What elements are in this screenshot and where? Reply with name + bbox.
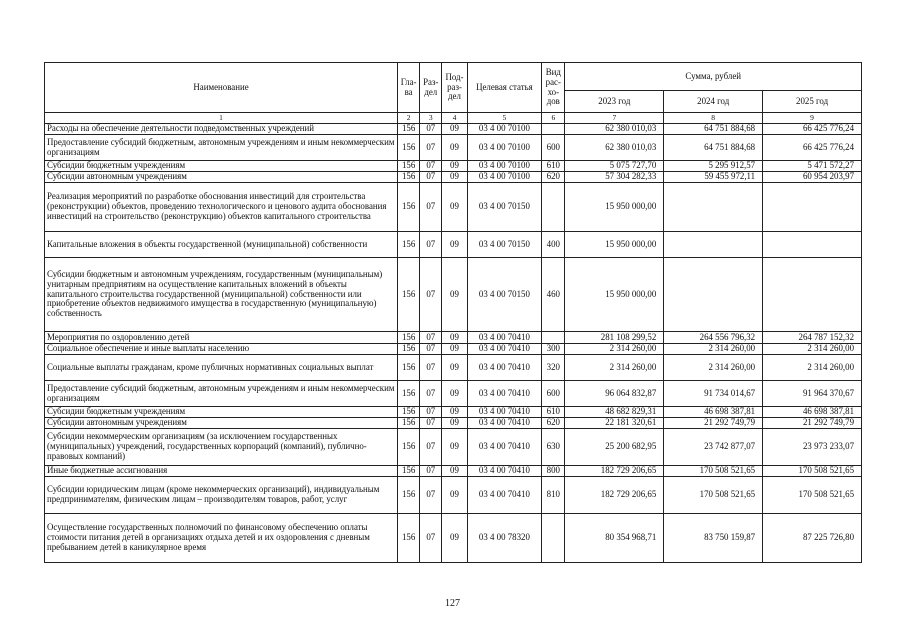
row-name: Реализация мероприятий по разработке обоснования инвестиций для строительства (реконструкции) объектов, проведению технологического и ценового аудита обоснования инвестиций на строительство (реконструкцию) объектов капитального строительства <box>45 183 398 232</box>
row-subsection: 09 <box>442 183 467 232</box>
row-sum-2025: 91 964 370,67 <box>763 381 862 407</box>
row-sum-2024: 83 750 159,87 <box>664 514 763 563</box>
row-chapter: 156 <box>398 381 420 407</box>
row-name: Предоставление субсидий бюджетным, автономным учреждениям и иным некоммерческим организациям <box>45 135 398 161</box>
row-name: Субсидии бюджетным учреждениям <box>45 407 398 418</box>
row-target: 03 4 00 70150 <box>467 183 542 232</box>
row-subsection: 09 <box>442 355 467 381</box>
row-sum-2023: 5 075 727,70 <box>565 161 664 172</box>
row-expense-type <box>542 332 565 344</box>
row-target: 03 4 00 70100 <box>467 124 542 135</box>
header-chapter: Гла-ва <box>398 63 420 113</box>
row-section: 07 <box>420 418 442 429</box>
row-section: 07 <box>420 466 442 477</box>
table-row <box>45 477 862 514</box>
table-body <box>45 124 862 563</box>
row-expense-type: 600 <box>542 381 565 407</box>
column-number: 5 <box>467 113 542 124</box>
row-sum-2024: 59 455 972,11 <box>664 172 763 183</box>
row-expense-type: 610 <box>542 161 565 172</box>
row-expense-type <box>542 514 565 563</box>
row-section: 07 <box>420 477 442 514</box>
row-subsection: 09 <box>442 418 467 429</box>
row-target: 03 4 00 70410 <box>467 355 542 381</box>
row-section: 07 <box>420 172 442 183</box>
row-chapter: 156 <box>398 344 420 355</box>
table-row <box>45 172 862 183</box>
row-chapter: 156 <box>398 332 420 344</box>
row-sum-2024: 2 314 260,00 <box>664 344 763 355</box>
row-sum-2023: 80 354 968,71 <box>565 514 664 563</box>
row-subsection: 09 <box>442 381 467 407</box>
row-chapter: 156 <box>398 124 420 135</box>
row-section: 07 <box>420 381 442 407</box>
table-row <box>45 332 862 344</box>
row-name: Социальное обеспечение и иные выплаты населению <box>45 344 398 355</box>
row-sum-2024: 46 698 387,81 <box>664 407 763 418</box>
table-row <box>45 232 862 258</box>
budget-page <box>44 62 862 563</box>
row-section: 07 <box>420 183 442 232</box>
table-row <box>45 355 862 381</box>
header-expense-type: Вид рас-хо-дов <box>542 63 565 113</box>
row-subsection: 09 <box>442 477 467 514</box>
header-year-2024: 2024 год <box>664 91 763 113</box>
row-chapter: 156 <box>398 135 420 161</box>
row-expense-type: 610 <box>542 407 565 418</box>
row-sum-2024 <box>664 232 763 258</box>
row-chapter: 156 <box>398 477 420 514</box>
row-sum-2023: 281 108 299,52 <box>565 332 664 344</box>
row-expense-type: 620 <box>542 172 565 183</box>
row-sum-2025 <box>763 258 862 332</box>
row-sum-2024: 64 751 884,68 <box>664 124 763 135</box>
table-header <box>45 63 862 124</box>
header-target: Целевая статья <box>467 63 542 113</box>
row-section: 07 <box>420 332 442 344</box>
row-chapter: 156 <box>398 183 420 232</box>
column-number: 3 <box>420 113 442 124</box>
row-sum-2025: 66 425 776,24 <box>763 124 862 135</box>
row-target: 03 4 00 70410 <box>467 381 542 407</box>
row-subsection: 09 <box>442 232 467 258</box>
row-subsection: 09 <box>442 172 467 183</box>
row-sum-2025 <box>763 232 862 258</box>
row-subsection: 09 <box>442 135 467 161</box>
row-chapter: 156 <box>398 466 420 477</box>
row-subsection: 09 <box>442 124 467 135</box>
row-target: 03 4 00 70410 <box>467 407 542 418</box>
table-row <box>45 161 862 172</box>
column-number: 4 <box>442 113 467 124</box>
row-sum-2024: 170 508 521,65 <box>664 466 763 477</box>
budget-table <box>44 62 862 563</box>
column-number-row <box>45 113 862 124</box>
table-row <box>45 183 862 232</box>
row-subsection: 09 <box>442 344 467 355</box>
row-sum-2025: 2 314 260,00 <box>763 355 862 381</box>
row-subsection: 09 <box>442 514 467 563</box>
row-chapter: 156 <box>398 172 420 183</box>
row-sum-2023: 62 380 010,03 <box>565 124 664 135</box>
header-year-2025: 2025 год <box>763 91 862 113</box>
row-sum-2023: 48 682 829,31 <box>565 407 664 418</box>
row-target: 03 4 00 70410 <box>467 477 542 514</box>
column-number: 2 <box>398 113 420 124</box>
row-chapter: 156 <box>398 407 420 418</box>
row-target: 03 4 00 70410 <box>467 466 542 477</box>
row-name: Осуществление государственных полномочий по финансовому обеспечению оплаты стоимости питания детей в организациях отдыха детей и их оздоровления с дневным пребыванием детей в каникулярное время <box>45 514 398 563</box>
table-row <box>45 381 862 407</box>
row-section: 07 <box>420 232 442 258</box>
row-section: 07 <box>420 355 442 381</box>
row-section: 07 <box>420 429 442 466</box>
row-sum-2024: 264 556 796,32 <box>664 332 763 344</box>
row-expense-type: 800 <box>542 466 565 477</box>
row-sum-2024: 91 734 014,67 <box>664 381 763 407</box>
row-chapter: 156 <box>398 355 420 381</box>
table-row <box>45 418 862 429</box>
row-name: Субсидии бюджетным и автономным учреждениям, государственным (муниципальным) унитарным предприятиям на осуществление капитальных вложений в объекты капитального строительства государственной (муниципальной) собственности или приобретение объектов недвижимого имущества в государственную (муниципальную) собственность <box>45 258 398 332</box>
row-sum-2024: 5 295 912,57 <box>664 161 763 172</box>
row-name: Субсидии некоммерческим организациям (за исключением государственных (муниципальных) учреждений, государственных корпораций (компаний), публично-правовых компаний) <box>45 429 398 466</box>
row-sum-2024 <box>664 183 763 232</box>
row-sum-2023: 62 380 010,03 <box>565 135 664 161</box>
row-chapter: 156 <box>398 429 420 466</box>
row-name: Субсидии бюджетным учреждениям <box>45 161 398 172</box>
row-sum-2023: 22 181 320,61 <box>565 418 664 429</box>
row-name: Капитальные вложения в объекты государственной (муниципальной) собственности <box>45 232 398 258</box>
row-sum-2023: 15 950 000,00 <box>565 183 664 232</box>
table-row <box>45 258 862 332</box>
row-sum-2024: 2 314 260,00 <box>664 355 763 381</box>
row-sum-2025: 2 314 260,00 <box>763 344 862 355</box>
table-row <box>45 466 862 477</box>
row-sum-2023: 15 950 000,00 <box>565 232 664 258</box>
row-chapter: 156 <box>398 161 420 172</box>
row-name: Социальные выплаты гражданам, кроме публичных нормативных социальных выплат <box>45 355 398 381</box>
header-sum: Сумма, рублей <box>565 63 862 91</box>
row-subsection: 09 <box>442 429 467 466</box>
row-subsection: 09 <box>442 332 467 344</box>
row-sum-2023: 25 200 682,95 <box>565 429 664 466</box>
row-target: 03 4 00 70410 <box>467 332 542 344</box>
column-number: 6 <box>542 113 565 124</box>
row-name: Субсидии автономным учреждениям <box>45 418 398 429</box>
row-sum-2023: 182 729 206,65 <box>565 477 664 514</box>
row-subsection: 09 <box>442 466 467 477</box>
row-sum-2024: 170 508 521,65 <box>664 477 763 514</box>
row-sum-2024: 64 751 884,68 <box>664 135 763 161</box>
row-sum-2024: 21 292 749,79 <box>664 418 763 429</box>
row-subsection: 09 <box>442 161 467 172</box>
row-chapter: 156 <box>398 514 420 563</box>
row-sum-2025 <box>763 183 862 232</box>
row-target: 03 4 00 70150 <box>467 232 542 258</box>
page-number: 127 <box>445 598 460 609</box>
row-sum-2025: 170 508 521,65 <box>763 466 862 477</box>
row-sum-2024: 23 742 877,07 <box>664 429 763 466</box>
header-subsection: Под-раз-дел <box>442 63 467 113</box>
column-number: 8 <box>664 113 763 124</box>
row-expense-type: 320 <box>542 355 565 381</box>
row-section: 07 <box>420 135 442 161</box>
row-sum-2025: 46 698 387,81 <box>763 407 862 418</box>
table-row <box>45 344 862 355</box>
row-target: 03 4 00 70410 <box>467 429 542 466</box>
row-section: 07 <box>420 514 442 563</box>
row-expense-type: 810 <box>542 477 565 514</box>
row-target: 03 4 00 70100 <box>467 172 542 183</box>
row-sum-2023: 2 314 260,00 <box>565 344 664 355</box>
column-number: 9 <box>763 113 862 124</box>
row-chapter: 156 <box>398 418 420 429</box>
row-sum-2025: 60 954 203,97 <box>763 172 862 183</box>
row-name: Субсидии юридическим лицам (кроме некоммерческих организаций), индивидуальным предпринимателям, физическим лицам – производителям товаров, работ, услуг <box>45 477 398 514</box>
row-sum-2023: 96 064 832,87 <box>565 381 664 407</box>
row-sum-2025: 87 225 726,80 <box>763 514 862 563</box>
column-number: 7 <box>565 113 664 124</box>
row-sum-2023: 15 950 000,00 <box>565 258 664 332</box>
row-name: Мероприятия по оздоровлению детей <box>45 332 398 344</box>
row-sum-2023: 2 314 260,00 <box>565 355 664 381</box>
row-sum-2025: 264 787 152,32 <box>763 332 862 344</box>
table-row <box>45 124 862 135</box>
row-sum-2025: 21 292 749,79 <box>763 418 862 429</box>
header-year-2023: 2023 год <box>565 91 664 113</box>
row-expense-type: 460 <box>542 258 565 332</box>
row-section: 07 <box>420 344 442 355</box>
row-section: 07 <box>420 161 442 172</box>
row-sum-2024 <box>664 258 763 332</box>
row-sum-2023: 182 729 206,65 <box>565 466 664 477</box>
table-row <box>45 407 862 418</box>
table-row <box>45 135 862 161</box>
row-name: Субсидии автономным учреждениям <box>45 172 398 183</box>
row-expense-type <box>542 124 565 135</box>
row-target: 03 4 00 70100 <box>467 135 542 161</box>
row-sum-2025: 170 508 521,65 <box>763 477 862 514</box>
row-expense-type: 630 <box>542 429 565 466</box>
row-expense-type: 620 <box>542 418 565 429</box>
header-name: Наименование <box>45 63 398 113</box>
row-subsection: 09 <box>442 258 467 332</box>
row-sum-2025: 23 973 233,07 <box>763 429 862 466</box>
row-sum-2025: 5 471 572,27 <box>763 161 862 172</box>
row-target: 03 4 00 70150 <box>467 258 542 332</box>
row-target: 03 4 00 78320 <box>467 514 542 563</box>
row-target: 03 4 00 70410 <box>467 344 542 355</box>
row-subsection: 09 <box>442 407 467 418</box>
row-expense-type: 400 <box>542 232 565 258</box>
row-target: 03 4 00 70100 <box>467 161 542 172</box>
row-section: 07 <box>420 124 442 135</box>
row-expense-type: 600 <box>542 135 565 161</box>
header-section: Раз-дел <box>420 63 442 113</box>
row-chapter: 156 <box>398 258 420 332</box>
row-expense-type: 300 <box>542 344 565 355</box>
table-row <box>45 514 862 563</box>
column-number: 1 <box>45 113 398 124</box>
row-sum-2025: 66 425 776,24 <box>763 135 862 161</box>
row-chapter: 156 <box>398 232 420 258</box>
row-name: Иные бюджетные ассигнования <box>45 466 398 477</box>
table-row <box>45 429 862 466</box>
row-section: 07 <box>420 258 442 332</box>
row-name: Предоставление субсидий бюджетным, автономным учреждениям и иным некоммерческим организациям <box>45 381 398 407</box>
row-sum-2023: 57 304 282,33 <box>565 172 664 183</box>
row-section: 07 <box>420 407 442 418</box>
row-name: Расходы на обеспечение деятельности подведомственных учреждений <box>45 124 398 135</box>
row-target: 03 4 00 70410 <box>467 418 542 429</box>
row-expense-type <box>542 183 565 232</box>
